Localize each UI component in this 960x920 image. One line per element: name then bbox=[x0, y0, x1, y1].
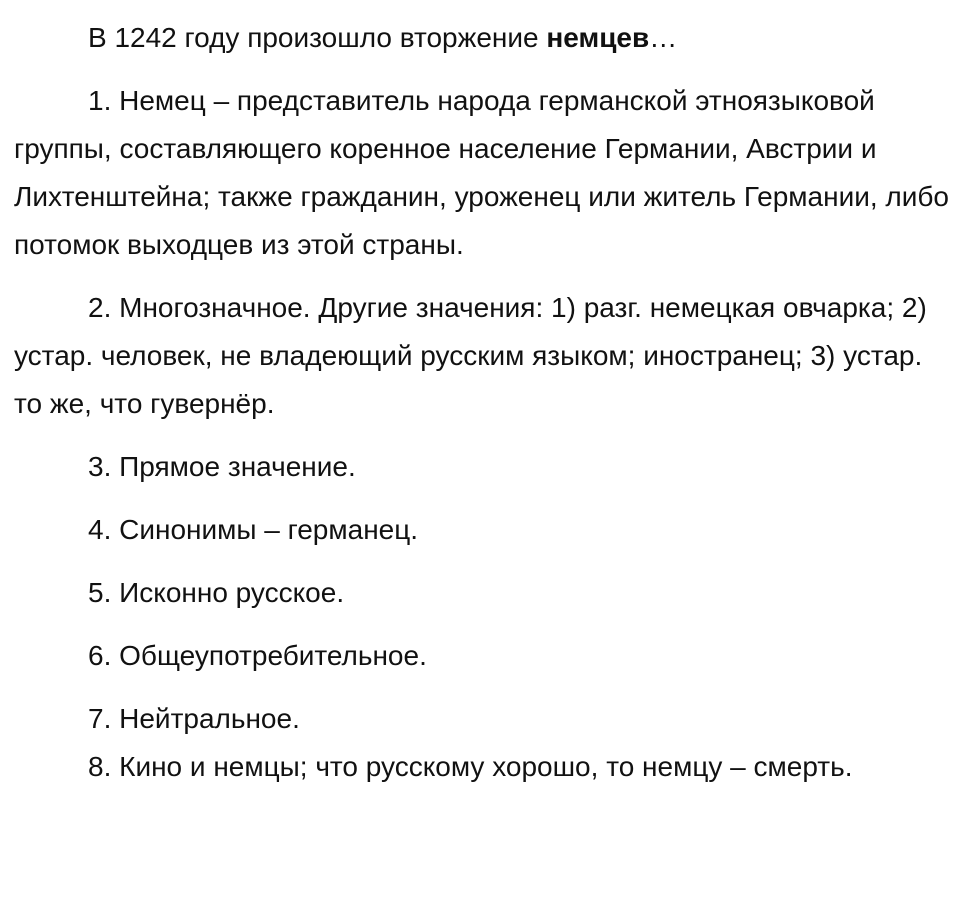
item-5: 5. Исконно русское. bbox=[88, 577, 345, 608]
item-7: 7. Нейтральное. bbox=[88, 703, 300, 734]
item-1: 1. Немец – представитель народа германской этноязыковой группы, составляющего коренное население Германии, Австрии и Лихтенштейна; также гражданин, уроженец или житель Германии, либо потомок выходцев из этой страны. bbox=[14, 85, 950, 260]
item-4: 4. Синонимы – германец. bbox=[88, 514, 419, 545]
item-8: 8. Кино и немцы; что русскому хорошо, то немцу – смерть. bbox=[88, 751, 853, 782]
intro-text: В 1242 году произошло вторжение bbox=[88, 22, 547, 53]
item-3: 3. Прямое значение. bbox=[88, 451, 356, 482]
item-6: 6. Общеупотребительное. bbox=[88, 640, 427, 671]
intro-tail: … bbox=[649, 22, 678, 53]
item-2: 2. Многозначное. Другие значения: 1) разг. немецкая овчарка; 2) устар. человек, не владеющий русским языком; иностранец; 3) устар. то же, что гувернёр. bbox=[14, 292, 927, 419]
document-page bbox=[14, 14, 949, 791]
intro-paragraph bbox=[14, 14, 949, 62]
intro-bold-word: немцев bbox=[546, 22, 650, 53]
